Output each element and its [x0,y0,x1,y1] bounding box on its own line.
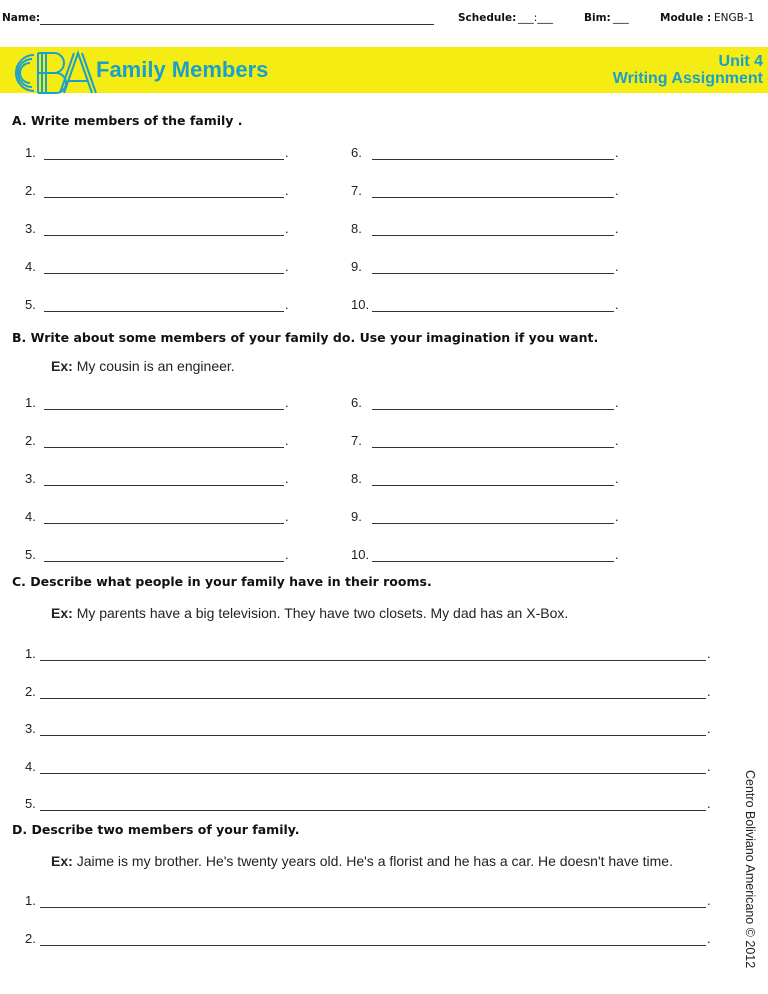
unit-number: Unit 4 [718,53,763,70]
section-a-item-number: 9. [351,259,362,274]
section-a-item-period: . [615,145,619,160]
section-b-item-answer-line[interactable] [44,561,284,562]
bim-label: Bim: [584,12,611,24]
name-label: Name: [2,12,41,24]
section-a-item-answer-line[interactable] [372,235,614,236]
section-a-item-number: 2. [25,183,36,198]
section-a-item-period: . [285,297,289,312]
section-a-item-answer-line[interactable] [372,197,614,198]
section-a-item-period: . [615,221,619,236]
section-a-item-number: 5. [25,297,36,312]
section-b-heading: B. Write about some members of your family do. Use your imagination if you want. [12,330,599,345]
section-a-item-answer-line[interactable] [372,311,614,312]
section-a-item-number: 10. [351,297,370,312]
section-a-item-answer-line[interactable] [44,311,284,312]
section-d-item-period: . [707,931,711,946]
section-b-item-period: . [615,395,619,410]
section-c-heading: C. Describe what people in your family have in their rooms. [12,574,432,589]
section-a-item-answer-line[interactable] [44,273,284,274]
section-b-item-answer-line[interactable] [44,447,284,448]
section-b-item-period: . [615,471,619,486]
section-b-item-period: . [615,509,619,524]
section-d-item-period: . [707,893,711,908]
section-a-item-number: 8. [351,221,362,236]
section-b-item-number: 9. [351,509,362,524]
section-c-item-period: . [707,646,711,661]
section-a-item-answer-line[interactable] [44,235,284,236]
section-a-item-period: . [615,259,619,274]
section-b-item-number: 10. [351,547,370,562]
section-a-item-number: 7. [351,183,362,198]
section-b-item-number: 7. [351,433,362,448]
section-b-item-period: . [285,395,289,410]
section-c-item-number: 1. [25,646,36,661]
header-bar [0,8,768,28]
section-a-item-answer-line[interactable] [372,273,614,274]
section-c-item-answer-line[interactable] [40,735,706,736]
schedule-blank[interactable]: ___:___ [518,12,554,24]
section-a-item-period: . [285,183,289,198]
section-c-item-number: 5. [25,796,36,811]
section-a-item-period: . [285,145,289,160]
section-a-heading: A. Write members of the family . [12,113,243,128]
section-c-item-answer-line[interactable] [40,698,706,699]
name-field-line[interactable] [40,24,434,25]
section-b-item-answer-line[interactable] [372,485,614,486]
section-b-item-period: . [285,433,289,448]
section-b-item-number: 4. [25,509,36,524]
section-a-item-period: . [285,259,289,274]
section-a-item-number: 1. [25,145,36,160]
page-title: Family Members [96,57,269,82]
assignment-type: Writing Assignment [612,70,763,87]
section-b-item-answer-line[interactable] [372,561,614,562]
section-a-item-number: 4. [25,259,36,274]
section-b-item-number: 6. [351,395,362,410]
section-a-item-answer-line[interactable] [44,159,284,160]
section-c-item-period: . [707,796,711,811]
section-b-item-period: . [615,433,619,448]
example-label: Ex: [51,605,73,621]
section-b-item-answer-line[interactable] [372,409,614,410]
section-b-item-period: . [285,471,289,486]
section-b-item-answer-line[interactable] [44,409,284,410]
section-c-item-period: . [707,721,711,736]
section-d-item-number: 1. [25,893,36,908]
example-text: My cousin is an engineer. [76,358,235,374]
section-c-item-number: 3. [25,721,36,736]
section-b-item-number: 8. [351,471,362,486]
section-d-example [51,853,673,869]
section-b-item-number: 5. [25,547,36,562]
section-c-item-period: . [707,758,711,774]
section-b-item-period: . [615,547,619,562]
section-b-item-number: 1. [25,395,36,410]
section-c-example [51,605,568,621]
section-d-item-number: 2. [25,931,36,946]
example-text: My parents have a big television. They have two closets. My dad has an X-Box. [76,605,569,621]
example-text: Jaime is my brother. He's twenty years old. He's a florist and he has a car. He doesn't have time. [76,853,673,869]
section-c-item-answer-line[interactable] [40,660,706,661]
section-b-item-answer-line[interactable] [372,447,614,448]
section-a-item-number: 6. [351,145,362,160]
example-label: Ex: [51,358,73,374]
section-b-item-answer-line[interactable] [44,485,284,486]
section-c-item-number: 4. [25,758,36,774]
module-label: Module : [660,12,712,24]
section-b-item-period: . [285,509,289,524]
section-c-item-answer-line[interactable] [40,773,706,774]
section-a-item-answer-line[interactable] [44,197,284,198]
section-b-item-answer-line[interactable] [44,523,284,524]
schedule-label: Schedule: [458,12,517,24]
section-b-item-number: 3. [25,471,36,486]
cba-logo-icon [4,49,98,97]
section-c-item-answer-line[interactable] [40,810,706,811]
module-value: ENGB-1 [714,12,755,24]
copyright-vertical [742,770,762,970]
section-a-item-period: . [615,183,619,198]
section-a-item-period: . [285,221,289,236]
section-c-item-number: 2. [25,683,36,699]
unit-label [613,53,763,87]
section-b-item-number: 2. [25,433,36,448]
section-d-item-answer-line[interactable] [40,945,706,946]
section-d-item-answer-line[interactable] [40,907,706,908]
section-b-example [51,358,235,374]
example-label: Ex: [51,853,73,869]
section-d-heading: D. Describe two members of your family. [12,822,300,837]
section-a-item-number: 3. [25,221,36,236]
section-a-item-period: . [615,297,619,312]
bim-blank[interactable]: ___ [613,12,629,24]
section-a-item-answer-line[interactable] [372,159,614,160]
section-b-item-answer-line[interactable] [372,523,614,524]
section-c-item-period: . [707,683,711,699]
copyright-text: Centro Boliviano Americano © 2012 [743,770,757,969]
section-b-item-period: . [285,547,289,562]
